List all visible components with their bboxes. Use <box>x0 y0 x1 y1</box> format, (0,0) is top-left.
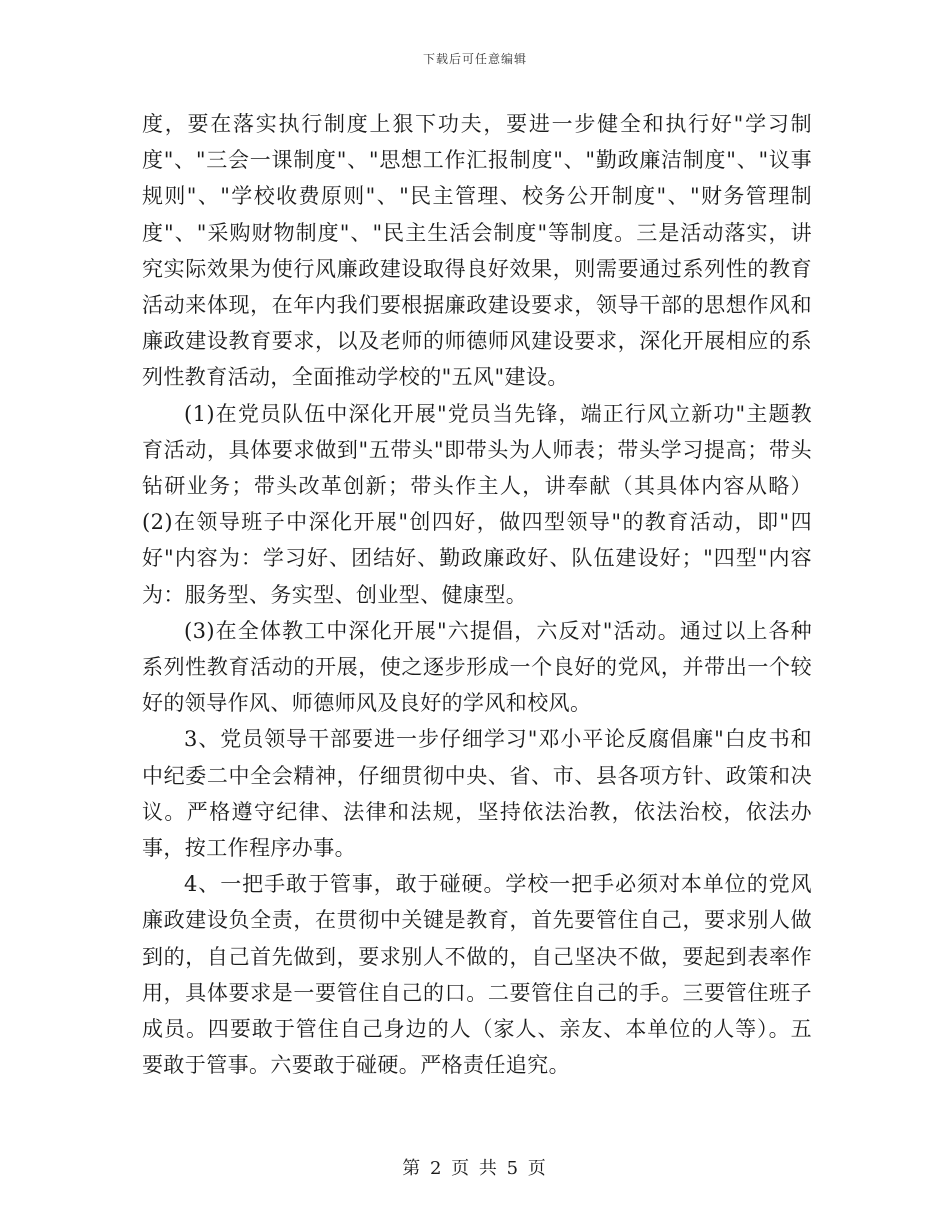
page-number-footer: 第 2 页 共 5 页 <box>402 1158 548 1179</box>
document-body <box>142 106 812 1083</box>
paragraph-point-4: 4、一把手敢于管事，敢于碰硬。学校一把手必须对本单位的党风廉政建设负全责，在贯彻中关键是教育，首先要管住自己，要求别人做到的，自己首先做到，要求别人不做的，自己坚决不做，要起到表率作用，具体要求是一要管住自己的口。二要管住自己的手。三要管住班子成员。四要敢于管住自己身边的人（家人、亲友、本单位的人等）。五要敢于管事。六要敢于碰硬。严格责任追究。 <box>142 872 812 1078</box>
paragraph-continuation: 度，要在落实执行制度上狠下功夫，要进一步健全和执行好"学习制度"、"三会一课制度"、"思想工作汇报制度"、"勤政廉洁制度"、"议事规则"、"学校收费原则"、"民主管理、校务公开制度"、"财务管理制度"、"采购财物制度"、"民主生活会制度"等制度。三是活动落实，讲究实际效果为使行风廉政建设取得良好效果，则需要通过系列性的教育活动来体现，在年内我们要根据廉政建设要求，领导干部的思想作风和廉政建设教育要求，以及老师的师德师风建设要求，深化开展相应的系列性教育活动，全面推动学校的"五风"建设。 <box>142 112 812 390</box>
page-header: 下载后可任意编辑 <box>422 52 527 66</box>
paragraph-point-3: 3、党员领导干部要进一步仔细学习"邓小平论反腐倡廉"白皮书和中纪委二中全会精神，仔细贯彻中央、省、市、县各项方针、政策和决议。严格遵守纪律、法律和法规，坚持依法治教，依法治校，依法办事，按工作程序办事。 <box>142 727 812 861</box>
paragraph-item-3: (3)在全体教工中深化开展"六提倡，六反对"活动。通过以上各种系列性教育活动的开展，使之逐步形成一个良好的党风，并带出一个较好的领导作风、师德师风及良好的学风和校风。 <box>142 618 812 716</box>
paragraph-item-1-2: (1)在党员队伍中深化开展"党员当先锋，端正行风立新功"主题教育活动，具体要求做到"五带头"即带头为人师表；带头学习提高；带头钻研业务；带头改革创新；带头作主人，讲奉献（其具体内容从略）(2)在领导班子中深化开展"创四好，做四型领导"的教育活动，即"四好"内容为：学习好、团结好、勤政廉政好、队伍建设好；"四型"内容为：服务型、务实型、创业型、健康型。 <box>142 401 812 607</box>
